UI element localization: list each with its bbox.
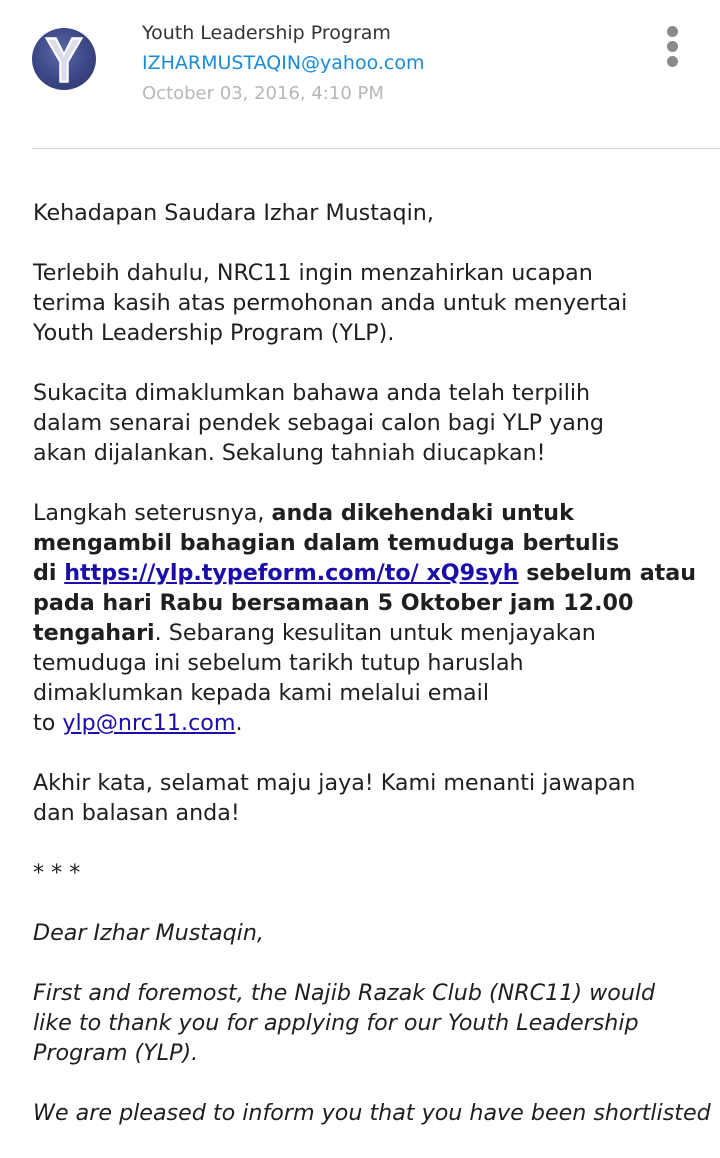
text-line: Program (YLP).	[33, 1040, 199, 1066]
text-line	[33, 498, 703, 528]
text-line: temuduga ini sebelum tarikh tutup haruslah	[33, 650, 524, 676]
text-line	[33, 528, 703, 558]
text-bold: mengambil bahagian dalam temuduga bertulis	[33, 530, 620, 556]
contact-email-link[interactable]: ylp@nrc11.com	[62, 710, 236, 736]
email-date: October 03, 2016, 4:10 PM	[142, 83, 384, 104]
paragraph-thanks-english	[33, 978, 703, 1068]
text-line: Youth Leadership Program (YLP).	[33, 320, 395, 346]
avatar-letter-y-icon	[32, 28, 96, 90]
text-bold: pada hari Rabu bersamaan 5 Oktober jam 12.00	[33, 590, 634, 616]
paragraph-thanks-malay	[33, 258, 703, 348]
sender-avatar[interactable]	[32, 28, 96, 90]
section-separator: * * *	[33, 860, 81, 886]
english-section	[33, 918, 711, 1128]
paragraph-shortlisted-english: We are pleased to inform you that you have been shortlisted	[33, 1100, 711, 1126]
menu-dot	[667, 26, 678, 37]
text-line	[33, 558, 703, 588]
text-line: terima kasih atas permohonan anda untuk menyertai	[33, 290, 628, 316]
greeting-malay: Kehadapan Saudara Izhar Mustaqin,	[33, 200, 434, 226]
header-divider	[32, 148, 720, 149]
email-header	[0, 0, 720, 150]
greeting-english: Dear Izhar Mustaqin,	[33, 920, 264, 946]
text-line: dalam senarai pendek sebagai calon bagi YLP yang	[33, 410, 604, 436]
text-line: akan dijalankan. Sekalung tahniah diucapkan!	[33, 440, 546, 466]
text-normal: Langkah seterusnya,	[33, 500, 272, 526]
text-line: dimaklumkan kepada kami melalui email	[33, 680, 489, 706]
paragraph-next-step-malay	[33, 498, 703, 738]
paragraph-closing-malay	[33, 768, 703, 828]
text-line: First and foremost, the Najib Razak Club (NRC11) would	[33, 980, 656, 1006]
email-body	[33, 198, 711, 1158]
text-line: like to thank you for applying for our Youth Leadership	[33, 1010, 639, 1036]
text-bold: anda dikehendaki untuk	[271, 500, 574, 526]
text-line: Akhir kata, selamat maju jaya! Kami menanti jawapan	[33, 770, 636, 796]
text-normal: .	[235, 710, 243, 736]
typeform-link[interactable]: https://ylp.typeform.com/to/ xQ9syh	[64, 560, 519, 586]
text-normal: . Sebarang kesulitan untuk menjayakan	[154, 620, 596, 646]
text-line	[33, 708, 703, 738]
sender-email[interactable]: IZHARMUSTAQIN@yahoo.com	[142, 52, 425, 74]
text-line: dan balasan anda!	[33, 800, 240, 826]
sender-name: Youth Leadership Program	[142, 22, 391, 44]
text-line: Terlebih dahulu, NRC11 ingin menzahirkan ucapan	[33, 260, 593, 286]
text-normal: to	[33, 710, 63, 736]
text-line	[33, 588, 703, 618]
menu-dot	[667, 56, 678, 67]
text-line	[33, 618, 703, 648]
menu-dot	[667, 41, 678, 52]
text-bold: di	[33, 560, 65, 586]
text-bold: tengahari	[33, 620, 155, 646]
paragraph-shortlisted-malay	[33, 378, 703, 468]
text-bold: sebelum atau	[518, 560, 697, 586]
text-line: Sukacita dimaklumkan bahawa anda telah terpilih	[33, 380, 591, 406]
more-vert-icon[interactable]	[662, 26, 684, 70]
